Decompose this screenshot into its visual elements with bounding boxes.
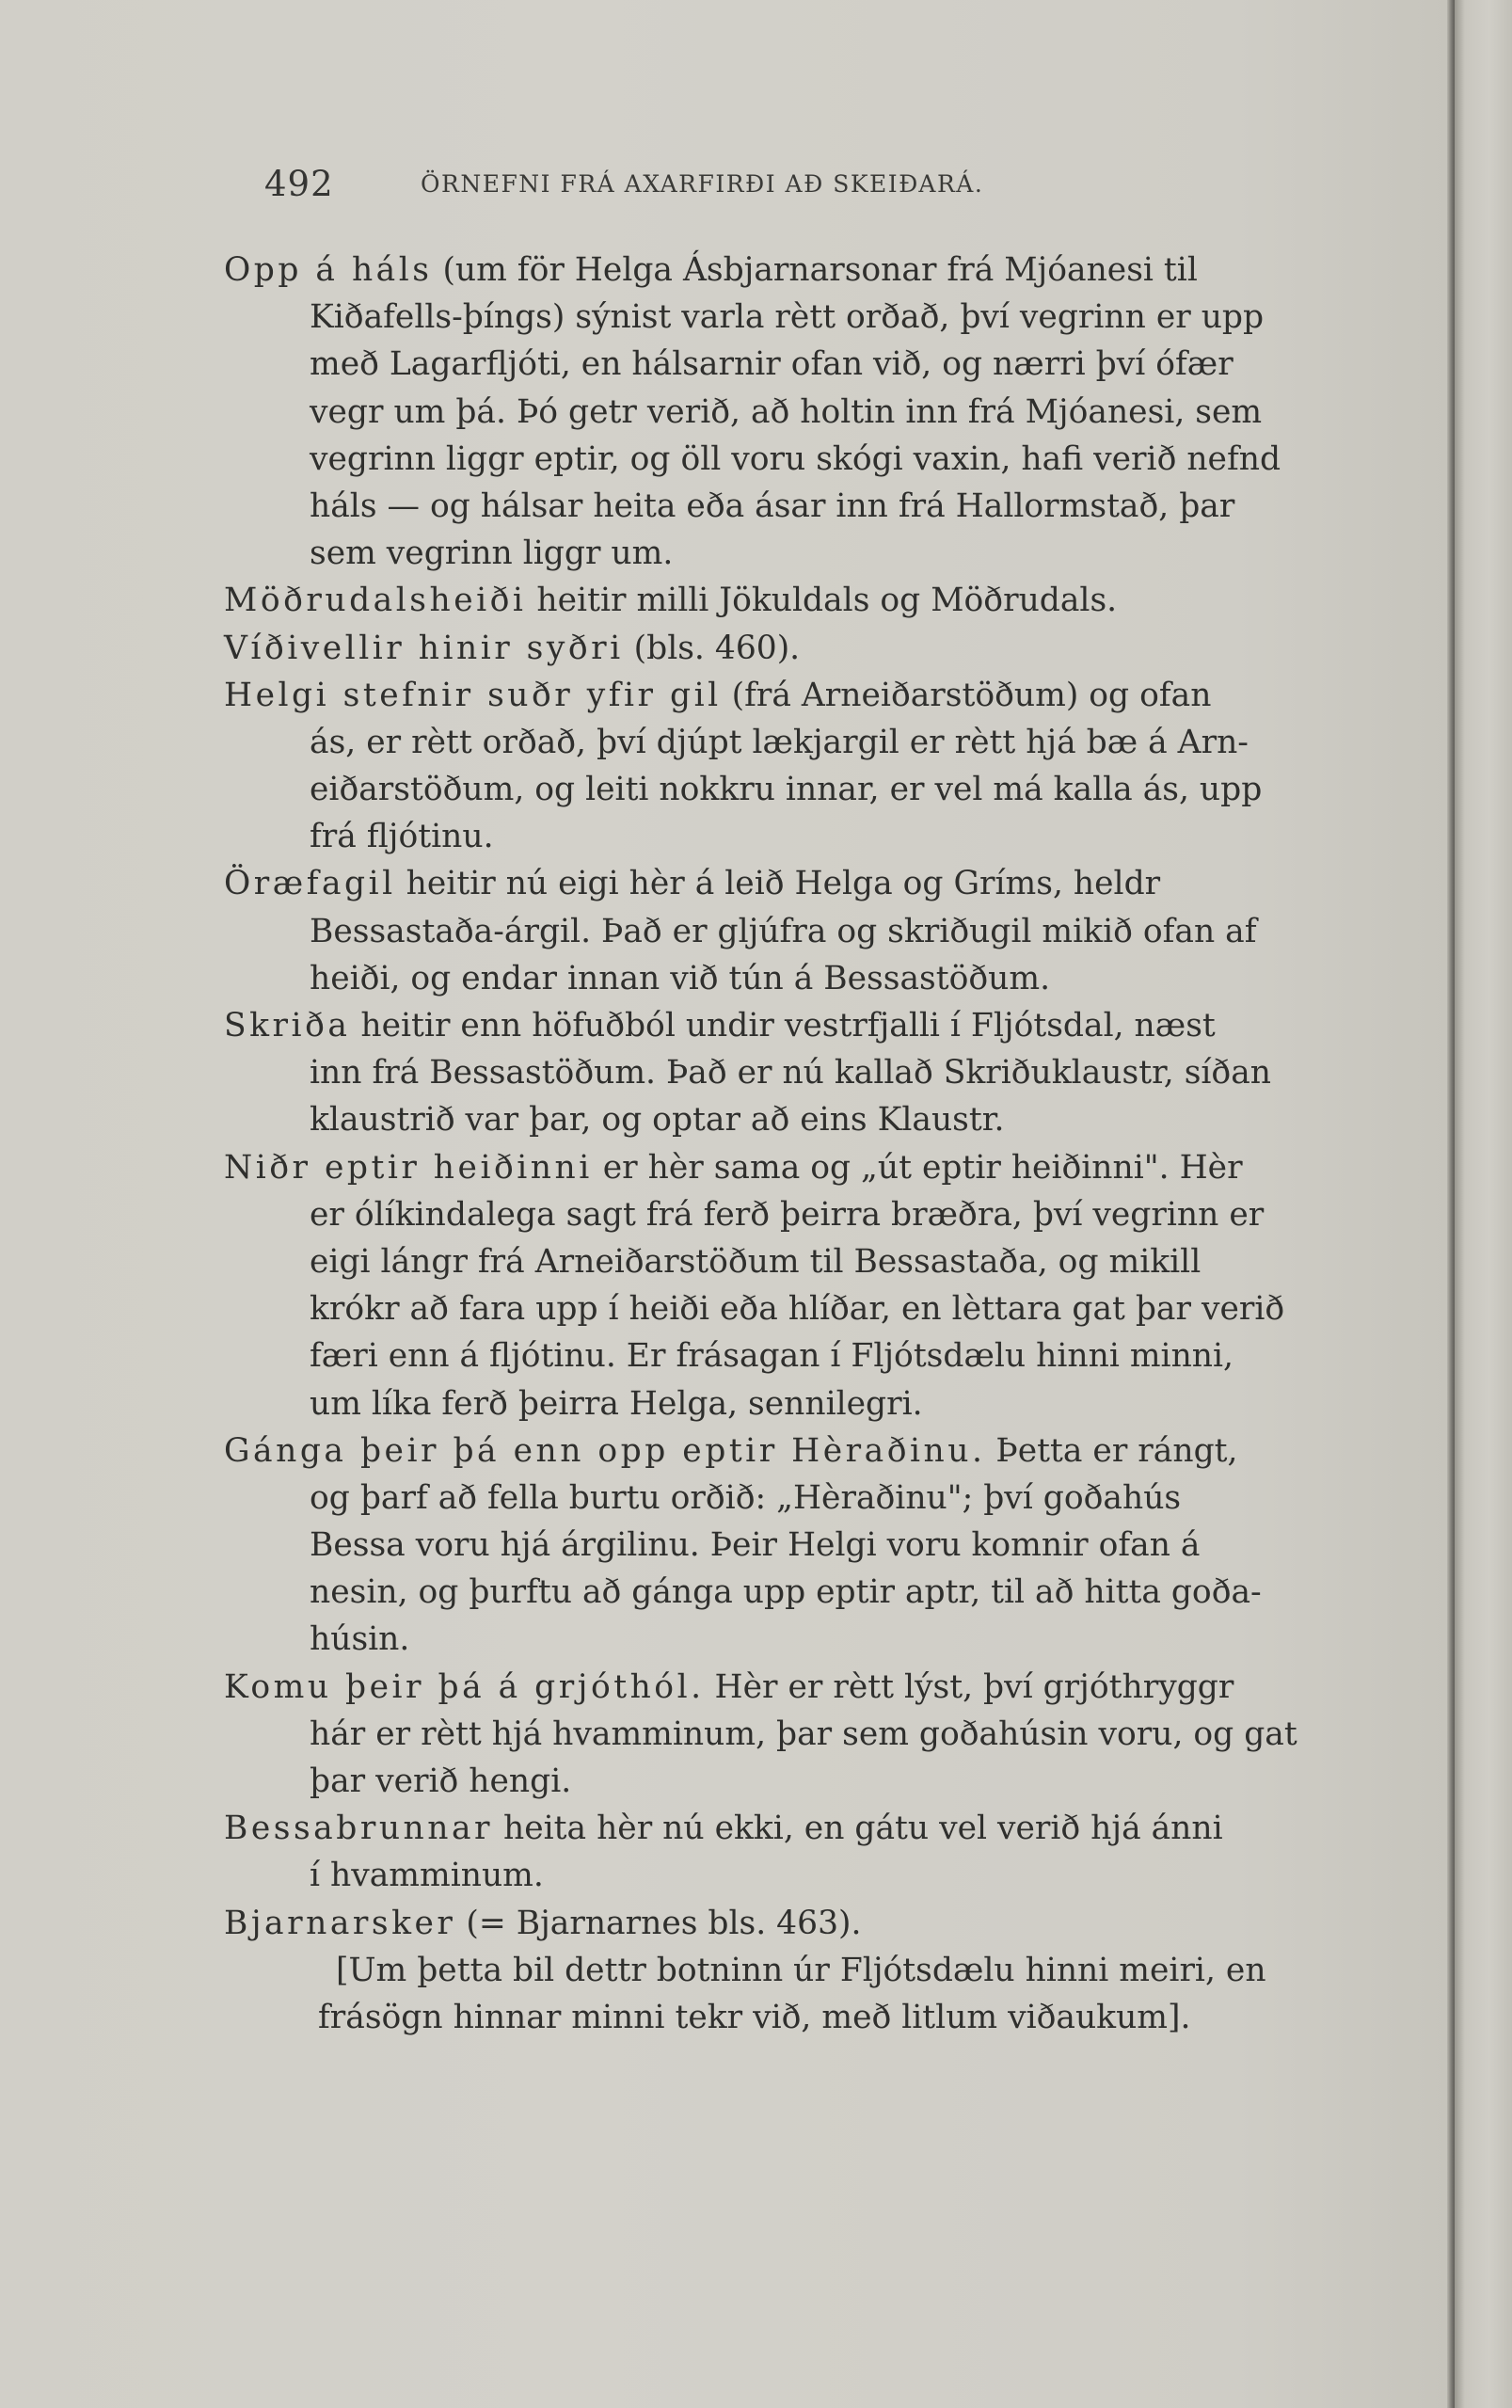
entry-line: með Lagarfljóti, en hálsarnir ofan við, og nærri því ófær [310,345,1233,384]
entry-line [224,1427,1344,1475]
entry-line: eiðarstöðum, og leiti nokkru innar, er vel má kalla ás, upp [310,771,1263,809]
entry-line: færi enn á fljótinu. Er frásagan í Fljótsdælu hinni minni, [310,1337,1234,1376]
entry-line: hár er rètt hjá hvamminum, þar sem goðahúsin voru, og gat [310,1714,1297,1753]
running-head [264,164,1168,211]
entry-headword: Helgi stefnir suðr yfir gil [224,676,722,714]
entry-text: (bls. 460). [623,629,801,667]
entry-bjarnarsker [224,1900,1344,1947]
entry-line [224,577,1344,624]
entry-text: heitir nú eigi hèr á leið Helga og Gríms, heldr [395,865,1161,903]
entry-skrida [224,1002,1344,1144]
entry-komu-their [224,1664,1344,1806]
entry-headword: Bjarnarsker [224,1904,456,1942]
entry-headword: Niðr eptir heiðinni [224,1148,593,1187]
entry-line: Kiðafells-þíngs) sýnist varla rètt orðað, því vegrinn er upp [310,298,1265,337]
text-body [224,247,1344,2041]
entry-bessabrunnar [224,1805,1344,1899]
adjacent-page-edge [1455,0,1512,2408]
entry-headword: Bessabrunnar [224,1810,494,1848]
entry-opp-a-hals [224,247,1344,577]
entry-headword: Skriða [224,1007,351,1045]
entry-line [224,1664,1344,1711]
entry-text: heita hèr nú ekki, en gátu vel verið hjá ánni [493,1810,1223,1848]
entry-line: heiði, og endar innan við tún á Bessastöðum. [310,959,1051,997]
entry-headword: Víðivellir hinir syðri [224,629,624,667]
entry-line: þar verið hengi. [310,1762,572,1800]
entry-line: og þarf að fella burtu orðið: „Hèraðinu"; því goðahús [310,1478,1182,1517]
entry-headword: Komu þeir þá á grjóthól. [224,1667,705,1706]
entry-line [224,672,1344,719]
entry-ganga-their [224,1427,1344,1664]
closing-note-line: [Um þetta bil dettr botninn úr Fljótsdælu hinni meiri, en [336,1951,1266,1989]
entry-text: Hèr er rètt lýst, því grjóthryggr [704,1667,1234,1706]
entry-text: heitir enn höfuðból undir vestrfjalli í Fljótsdal, næst [350,1007,1216,1045]
entry-line: Bessa voru hjá árgilinu. Þeir Helgi voru komnir ofan á [310,1526,1201,1565]
entry-line: ás, er rètt orðað, því djúpt lækjargil er rètt hjá bæ á Arn- [310,723,1249,761]
entry-line: frá fljótinu. [310,818,494,856]
entry-headword: Möðrudalsheiði [224,582,527,620]
entry-headword: Opp á háls [224,251,433,289]
entry-line [224,247,1344,294]
entry-oraefagil [224,860,1344,1002]
entry-line: um líka ferð þeirra Helga, sennilegri. [310,1384,923,1423]
entry-line: Bessastaða-árgil. Það er gljúfra og skriðugil mikið ofan af [310,912,1257,950]
entry-text: (frá Arneiðarstöðum) og ofan [721,676,1212,714]
entry-line: í hvamminum. [310,1857,544,1895]
entry-vidivellir [224,625,1344,672]
entry-nidr-eptir-heidinni [224,1144,1344,1427]
entry-text: Þetta er rángt, [985,1431,1238,1470]
closing-note [224,1947,1344,2041]
entry-line [224,1900,1344,1947]
entry-line: vegr um þá. Þó getr verið, að holtin inn frá Mjóanesi, sem [310,392,1263,431]
entry-line: húsin. [310,1620,410,1659]
entry-line: er ólíkindalega sagt frá ferð þeirra bræðra, því vegrinn er [310,1195,1265,1234]
entry-text: heitir milli Jökuldals og Möðrudals. [526,582,1118,620]
entry-line: háls — og hálsar heita eða ásar inn frá Hallormstað, þar [310,486,1235,525]
closing-note-line: frásögn hinnar minni tekr við, með litlum viðaukum]. [318,1998,1191,2036]
entry-helgi-stefnir [224,672,1344,861]
entry-line [224,625,1344,672]
entry-line [224,860,1344,907]
entry-line: nesin, og þurftu að gánga upp eptir aptr, til að hitta goða- [310,1573,1262,1612]
entry-line: sem vegrinn liggr um. [310,534,674,573]
entry-line: eigi lángr frá Arneiðarstöðum til Bessastaða, og mikill [310,1242,1202,1281]
entry-text: er hèr sama og „út eptir heiðinni". Hèr [592,1148,1243,1187]
page-number: 492 [264,164,334,204]
entry-line: inn frá Bessastöðum. Það er nú kallað Skriðuklaustr, síðan [310,1054,1271,1092]
entry-line [224,1805,1344,1852]
entry-text: (um för Helga Ásbjarnarsonar frá Mjóanesi til [432,251,1198,289]
entry-line: klaustrið var þar, og optar að eins Klaustr. [310,1101,1005,1140]
entry-line [224,1144,1344,1191]
entry-headword: Öræfagil [224,865,396,903]
running-title: ÖRNEFNI FRÁ AXARFIRÐI AÐ SKEIÐARÁ. [421,170,984,198]
entry-line: vegrinn liggr eptir, og öll voru skógi vaxin, hafi verið nefnd [310,439,1281,478]
entry-line: krókr að fara upp í heiði eða hlíðar, en lèttara gat þar verið [310,1290,1285,1329]
entry-headword: Gánga þeir þá enn opp eptir Hèraðinu. [224,1431,986,1470]
entry-text: (= Bjarnarnes bls. 463). [455,1904,862,1942]
page-gutter-shadow [1447,0,1455,2408]
entry-line [224,1002,1344,1049]
entry-modrudalsheidi [224,577,1344,624]
